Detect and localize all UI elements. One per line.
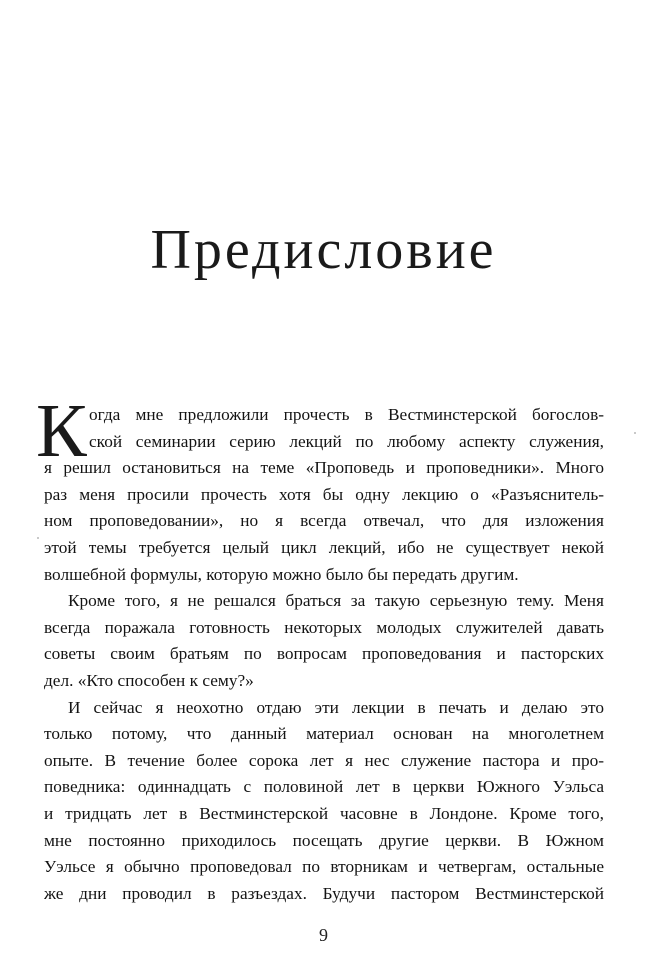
paragraph-2 [44, 588, 604, 694]
text-line: И сейчас я неохотно отдаю эти лекции в печать и делаю это [68, 697, 604, 717]
text-line: же дни проводил в разъездах. Будучи пастором Вестминстерской [44, 883, 604, 903]
text-line: только потому, что данный материал основан на многолетнем [44, 724, 604, 744]
text-line: ской семинарии серию лекций по любому аспекту служения, [89, 431, 604, 451]
text-line: советы своим братьям по вопросам проповедования и пасторских [44, 644, 604, 664]
text-line: опыте. В течение более сорока лет я нес служение пастора и про- [44, 750, 604, 770]
chapter-title: Предисловие [150, 219, 497, 281]
text-line: дел. «Кто способен к сему?» [44, 670, 254, 690]
paragraph-1 [36, 389, 604, 588]
text-line: я решил остановиться на теме «Проповедь и проповедники». Много [44, 458, 604, 478]
drop-cap: К [36, 389, 87, 473]
text-line: раз меня просили прочесть хотя бы одну лекцию о «Разъяснитель- [44, 484, 604, 504]
scan-speck [634, 432, 636, 434]
page-number: 9 [319, 925, 328, 945]
text-line: ном проповедовании», но я всегда отвечал, что для изложения [44, 511, 604, 531]
scan-speck [37, 537, 39, 539]
text-line: Кроме того, я не решался браться за такую серьезную тему. Меня [68, 591, 604, 611]
text-line: поведника: одиннадцать с половиной лет в церкви Южного Уэльса [44, 777, 604, 797]
text-line: этой темы требуется целый цикл лекций, ибо не существует некой [44, 537, 604, 557]
text-line: и тридцать лет в Вестминстерской часовне в Лондоне. Кроме того, [44, 803, 604, 823]
text-line: всегда поражала готовность некоторых молодых служителей давать [44, 617, 604, 637]
text-line: волшебной формулы, которую можно было бы передать другим. [44, 564, 519, 584]
text-line: Уэльсе я обычно проповедовал по вторникам и четвергам, остальные [44, 857, 604, 877]
paragraph-3 [44, 695, 604, 908]
text-line: огда мне предложили прочесть в Вестминстерской богослов- [89, 405, 604, 424]
body-text [36, 389, 604, 907]
text-line: мне постоянно приходилось посещать другие церкви. В Южном [44, 830, 604, 850]
